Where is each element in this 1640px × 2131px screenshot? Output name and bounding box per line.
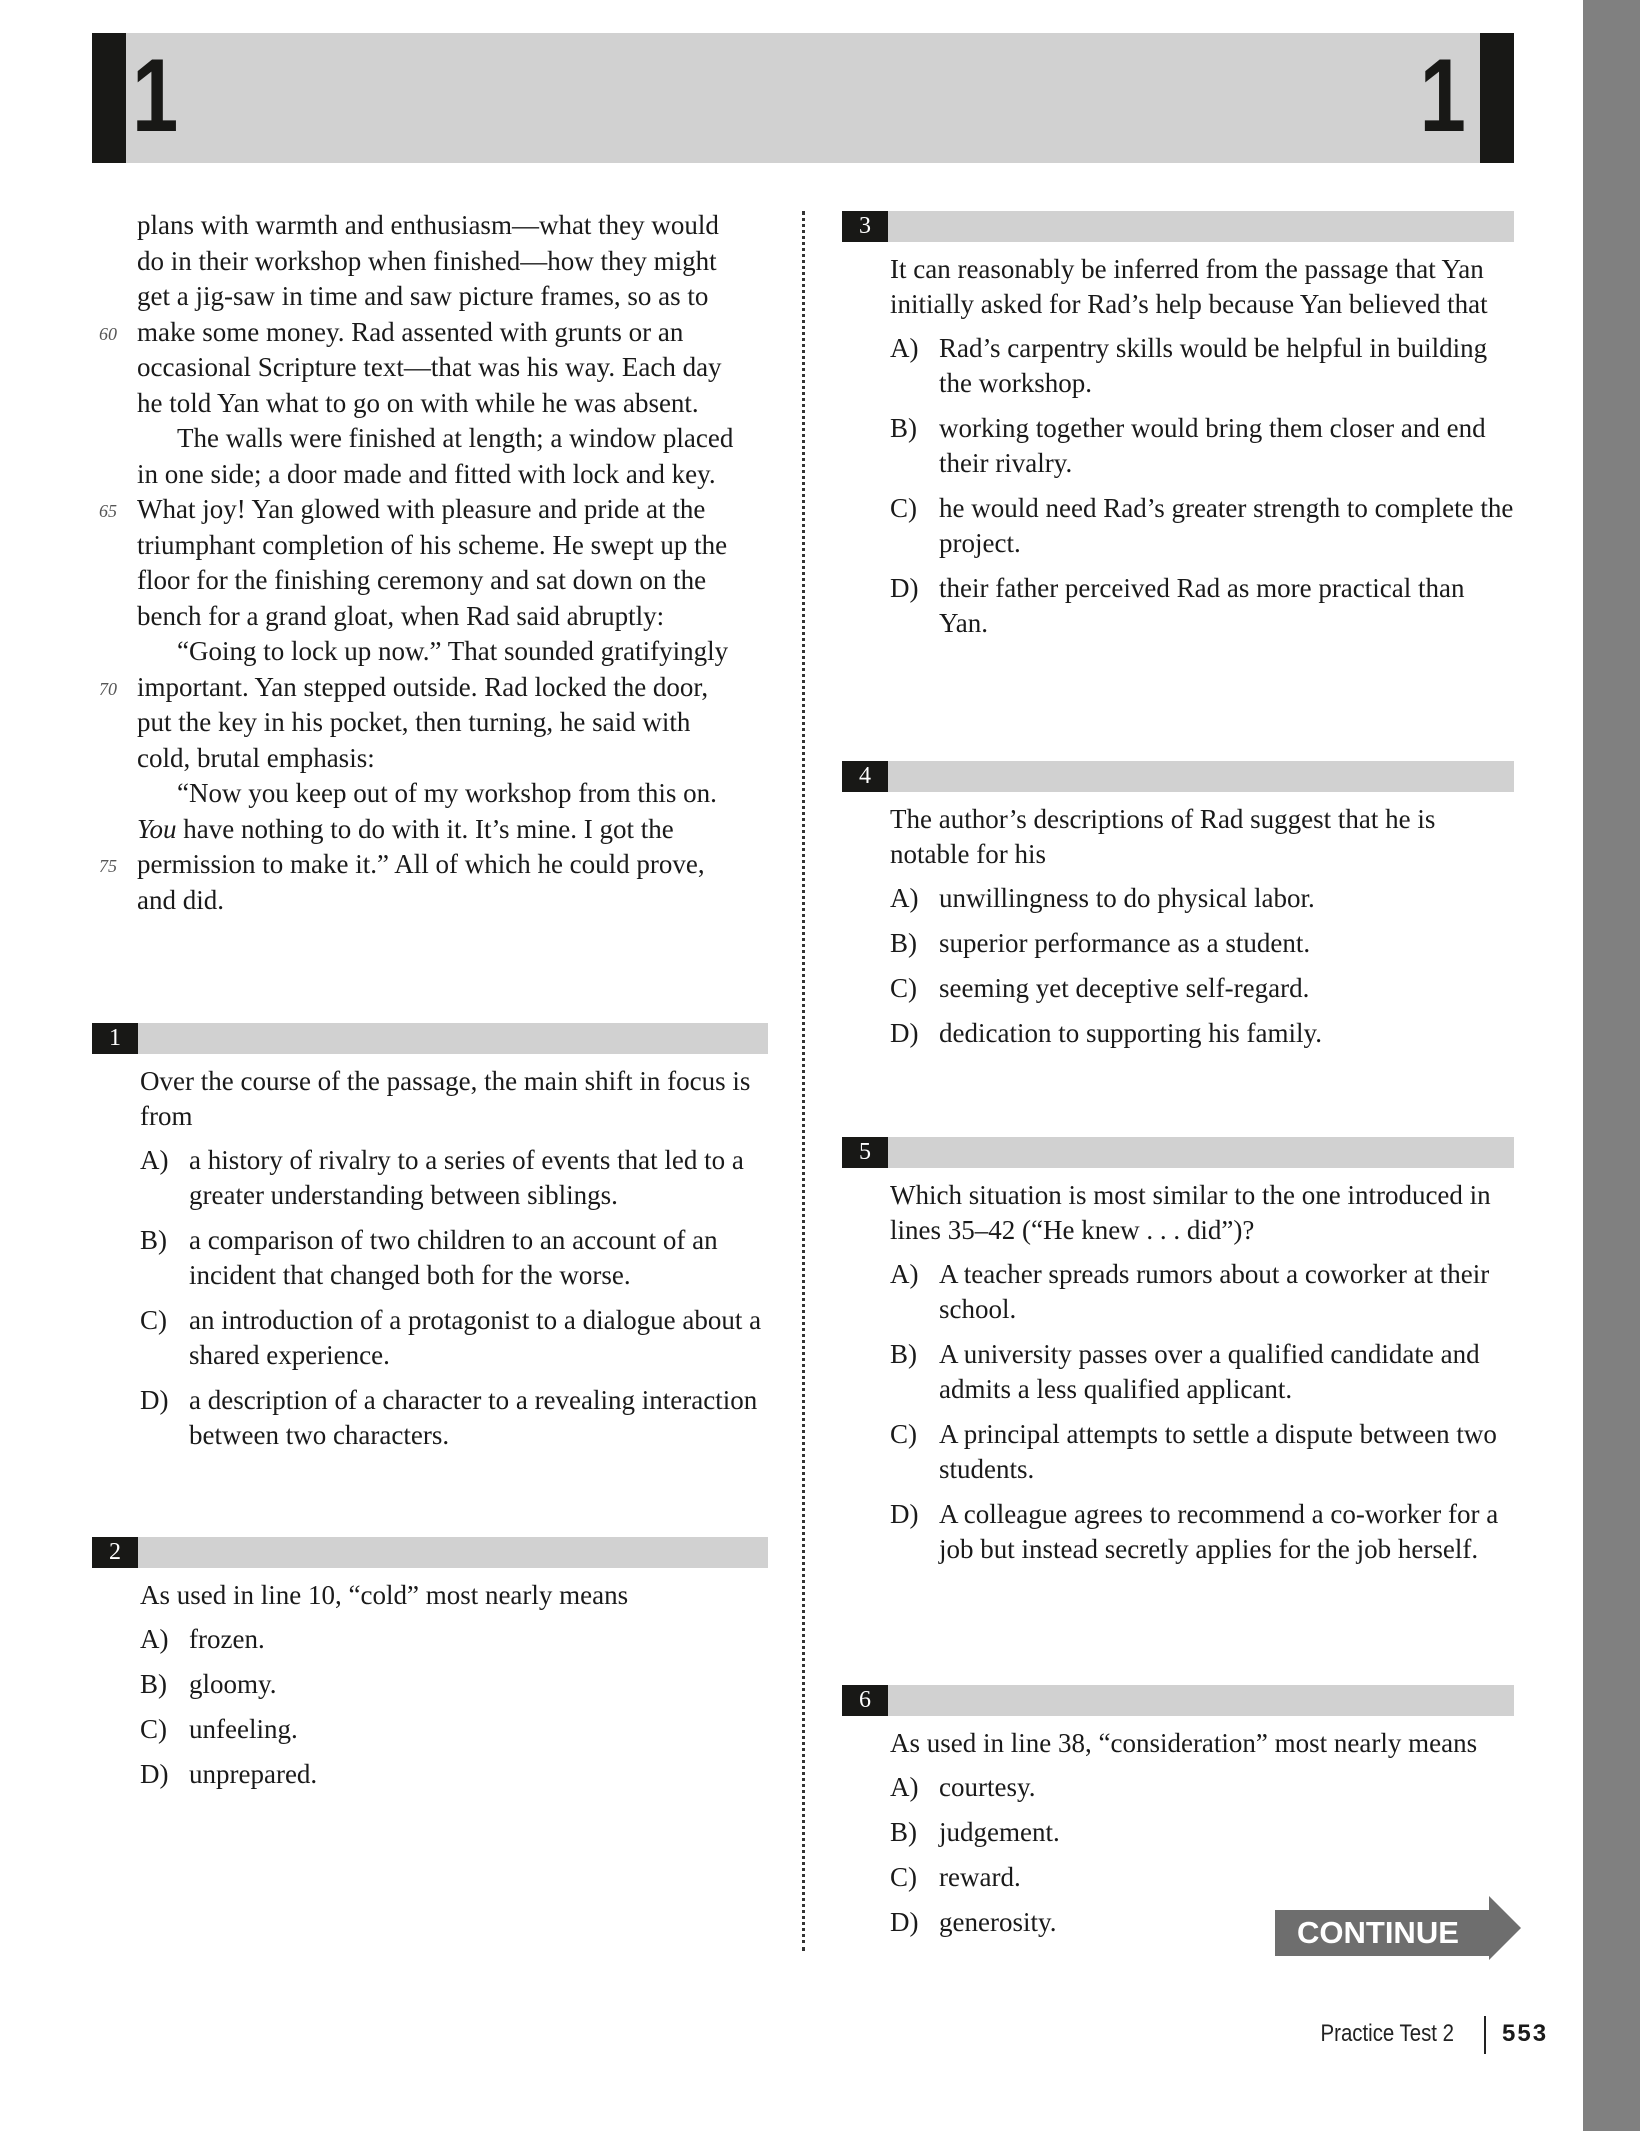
passage-line — [99, 315, 777, 351]
passage-line — [137, 776, 777, 812]
passage-line — [137, 421, 777, 457]
option-letter: C) — [890, 493, 917, 523]
passage-line — [137, 705, 777, 741]
answer-option-d[interactable] — [890, 1497, 1514, 1567]
line-text: permission to make it.” All of which he could prove, — [137, 849, 705, 879]
question-4 — [842, 761, 1514, 1061]
passage-line — [137, 386, 777, 422]
option-text: Rad’s carpentry skills would be helpful in building the workshop. — [939, 333, 1488, 398]
option-letter: C) — [890, 973, 917, 1003]
question-number-bar — [842, 1685, 1514, 1716]
answer-option-c[interactable] — [890, 1860, 1514, 1895]
answer-option-a[interactable] — [890, 1770, 1514, 1805]
passage-line — [137, 279, 777, 315]
answer-option-a[interactable] — [140, 1622, 768, 1657]
question-1 — [92, 1023, 768, 1463]
option-text: working together would bring them closer and end their rivalry. — [939, 413, 1486, 478]
line-text: floor for the finishing ceremony and sat down on the — [137, 565, 707, 595]
option-letter: B) — [140, 1225, 167, 1255]
line-text: put the key in his pocket, then turning, he said with — [137, 707, 691, 737]
line-text: occasional Scripture text—that was his way. Each day — [137, 352, 722, 382]
question-stem: As used in line 10, “cold” most nearly means — [140, 1580, 629, 1610]
option-letter: A) — [140, 1145, 169, 1175]
question-number-bar — [842, 761, 1514, 792]
question-number: 5 — [842, 1137, 888, 1168]
section-number-left: 1 — [132, 38, 179, 154]
header-left-bar — [92, 33, 126, 163]
question-2 — [92, 1537, 768, 1802]
line-number: 70 — [99, 678, 117, 699]
line-text: have nothing to do with it. It’s mine. I got the — [176, 813, 674, 844]
answer-option-a[interactable] — [890, 881, 1514, 916]
answer-option-c[interactable] — [140, 1712, 768, 1747]
option-letter: B) — [140, 1669, 167, 1699]
question-number: 4 — [842, 761, 888, 792]
question-3 — [842, 211, 1514, 651]
option-letter: D) — [890, 573, 919, 603]
option-letter: C) — [890, 1419, 917, 1449]
page-number: 553 — [1502, 2020, 1549, 2047]
arrow-right-icon — [1489, 1896, 1521, 1960]
option-text: an introduction of a protagonist to a dialogue about a shared experience. — [189, 1305, 762, 1370]
question-number: 3 — [842, 211, 888, 242]
question-number-bar — [92, 1023, 768, 1054]
line-text: The walls were finished at length; a window placed — [177, 423, 734, 453]
question-number-bar — [842, 1137, 1514, 1168]
option-text: unprepared. — [189, 1759, 318, 1789]
line-text: in one side; a door made and fitted with lock and key. — [137, 458, 716, 489]
passage-line — [137, 599, 777, 635]
answer-option-b[interactable] — [890, 926, 1514, 961]
option-text: judgement. — [939, 1817, 1060, 1847]
passage-line — [137, 634, 777, 670]
line-number: 75 — [99, 856, 117, 876]
answer-option-d[interactable] — [890, 571, 1514, 641]
answer-option-a[interactable] — [890, 1257, 1514, 1327]
passage-line — [137, 457, 777, 493]
line-text: make some money. Rad assented with grunts or an — [137, 316, 684, 347]
option-letter: A) — [890, 883, 919, 913]
question-stem: As used in line 38, “consideration” most nearly means — [890, 1728, 1478, 1758]
answer-option-d[interactable] — [140, 1757, 768, 1792]
option-letter: A) — [890, 333, 919, 363]
answer-option-b[interactable] — [140, 1223, 768, 1293]
option-letter: B) — [890, 1339, 917, 1369]
line-text: cold, brutal emphasis: — [137, 742, 375, 773]
continue-label: CONTINUE — [1297, 1915, 1459, 1950]
passage-line — [137, 563, 777, 599]
answer-options — [890, 1257, 1514, 1567]
option-text: dedication to supporting his family. — [939, 1018, 1322, 1048]
line-text: plans with warmth and enthusiasm—what they would — [137, 210, 719, 240]
option-letter: D) — [890, 1018, 919, 1048]
option-text: frozen. — [189, 1624, 265, 1654]
option-letter: C) — [140, 1305, 167, 1335]
option-text: a history of rivalry to a series of events that led to a greater understanding between siblings. — [189, 1145, 744, 1210]
option-text: reward. — [939, 1862, 1021, 1892]
answer-option-d[interactable] — [140, 1383, 768, 1453]
passage-line — [137, 812, 777, 848]
answer-options — [890, 881, 1514, 1051]
option-text: their father perceived Rad as more practical than Yan. — [939, 573, 1465, 638]
footer-separator — [1484, 2016, 1486, 2054]
line-text: bench for a grand gloat, when Rad said abruptly: — [137, 600, 665, 631]
answer-options — [140, 1143, 768, 1453]
question-number-bar — [92, 1537, 768, 1568]
passage-line — [99, 492, 777, 528]
option-text: generosity. — [939, 1907, 1057, 1937]
question-stem: The author’s descriptions of Rad suggest that he is notable for his — [890, 804, 1436, 869]
answer-option-c[interactable] — [890, 1417, 1514, 1487]
option-letter: C) — [890, 1862, 917, 1892]
option-letter: A) — [890, 1259, 919, 1289]
question-number: 1 — [92, 1023, 138, 1054]
passage-line — [137, 883, 777, 919]
line-text: get a jig-saw in time and saw picture frames, so as to — [137, 281, 709, 311]
option-letter: D) — [140, 1759, 169, 1789]
passage-line — [99, 847, 777, 883]
section-number-right: 1 — [1419, 38, 1466, 154]
header-right-bar — [1480, 33, 1514, 163]
question-number: 6 — [842, 1685, 888, 1716]
page-footer — [1320, 2016, 1550, 2056]
question-stem: Over the course of the passage, the main shift in focus is from — [140, 1066, 751, 1131]
line-text: “Now you keep out of my workshop from this on. — [177, 778, 717, 808]
answer-options — [890, 331, 1514, 641]
line-text: do in their workshop when finished—how they might — [137, 245, 717, 276]
answer-option-d[interactable] — [890, 1016, 1514, 1051]
passage-line — [99, 670, 777, 706]
option-letter: D) — [140, 1385, 169, 1415]
answer-option-c[interactable] — [890, 971, 1514, 1006]
option-text: A teacher spreads rumors about a coworker at their school. — [939, 1259, 1490, 1324]
footer-label: Practice Test 2 — [1320, 2020, 1454, 2047]
option-text: A colleague agrees to recommend a co-worker for a job but instead secretly applies for the job herself. — [939, 1499, 1499, 1564]
line-text: What joy! Yan glowed with pleasure and pride at the — [137, 494, 706, 524]
answer-option-c[interactable] — [140, 1303, 768, 1373]
option-text: superior performance as a student. — [939, 928, 1311, 958]
answer-option-c[interactable] — [890, 491, 1514, 561]
option-letter: B) — [890, 413, 917, 443]
column-divider — [802, 211, 805, 1951]
option-letter: A) — [890, 1772, 919, 1802]
option-letter: B) — [890, 1817, 917, 1847]
option-text: he would need Rad’s greater strength to complete the project. — [939, 493, 1514, 558]
line-text: he told Yan what to go on with while he was absent. — [137, 387, 699, 418]
passage-line — [137, 350, 777, 386]
answer-option-b[interactable] — [890, 411, 1514, 481]
answer-option-b[interactable] — [890, 1337, 1514, 1407]
continue-button[interactable] — [1275, 1898, 1523, 1958]
line-number: 60 — [99, 323, 117, 344]
question-stem: Which situation is most similar to the one introduced in lines 35–42 (“He knew . . . did”)? — [890, 1180, 1491, 1245]
line-number: 65 — [99, 501, 117, 521]
reading-passage — [99, 208, 777, 918]
line-text: important. Yan stepped outside. Rad locked the door, — [137, 671, 709, 702]
option-text: A principal attempts to settle a dispute between two students. — [939, 1419, 1497, 1484]
option-text: a description of a character to a revealing interaction between two characters. — [189, 1385, 758, 1450]
passage-line — [137, 528, 777, 564]
answer-options — [140, 1622, 768, 1792]
option-text: unwillingness to do physical labor. — [939, 883, 1315, 913]
passage-line — [137, 741, 777, 777]
answer-option-a[interactable] — [890, 331, 1514, 401]
option-letter: A) — [140, 1624, 169, 1654]
option-text: gloomy. — [189, 1669, 277, 1699]
question-number: 2 — [92, 1537, 138, 1568]
option-text: unfeeling. — [189, 1714, 298, 1744]
option-text: seeming yet deceptive self-regard. — [939, 973, 1310, 1003]
passage-line — [137, 244, 777, 280]
section-header — [92, 33, 1514, 163]
option-letter: C) — [140, 1714, 167, 1744]
line-text: triumphant completion of his scheme. He swept up the — [137, 529, 728, 560]
option-text: a comparison of two children to an account of an incident that changed both for the worse. — [189, 1225, 718, 1290]
option-text: A university passes over a qualified candidate and admits a less qualified applicant. — [939, 1339, 1480, 1404]
option-letter: B) — [890, 928, 917, 958]
page-edge-strip — [1583, 0, 1640, 2131]
question-stem: It can reasonably be inferred from the passage that Yan initially asked for Rad’s help because Yan believed that — [890, 254, 1488, 319]
question-number-bar — [842, 211, 1514, 242]
option-letter: D) — [890, 1499, 919, 1529]
option-letter: D) — [890, 1907, 919, 1937]
answer-option-a[interactable] — [140, 1143, 768, 1213]
answer-option-b[interactable] — [140, 1667, 768, 1702]
option-text: courtesy. — [939, 1772, 1036, 1802]
question-5 — [842, 1137, 1514, 1577]
answer-option-b[interactable] — [890, 1815, 1514, 1850]
italic-word: You — [137, 813, 177, 844]
line-text: “Going to lock up now.” That sounded gratifyingly — [177, 636, 729, 666]
passage-line — [137, 208, 777, 244]
line-text: and did. — [137, 884, 224, 915]
